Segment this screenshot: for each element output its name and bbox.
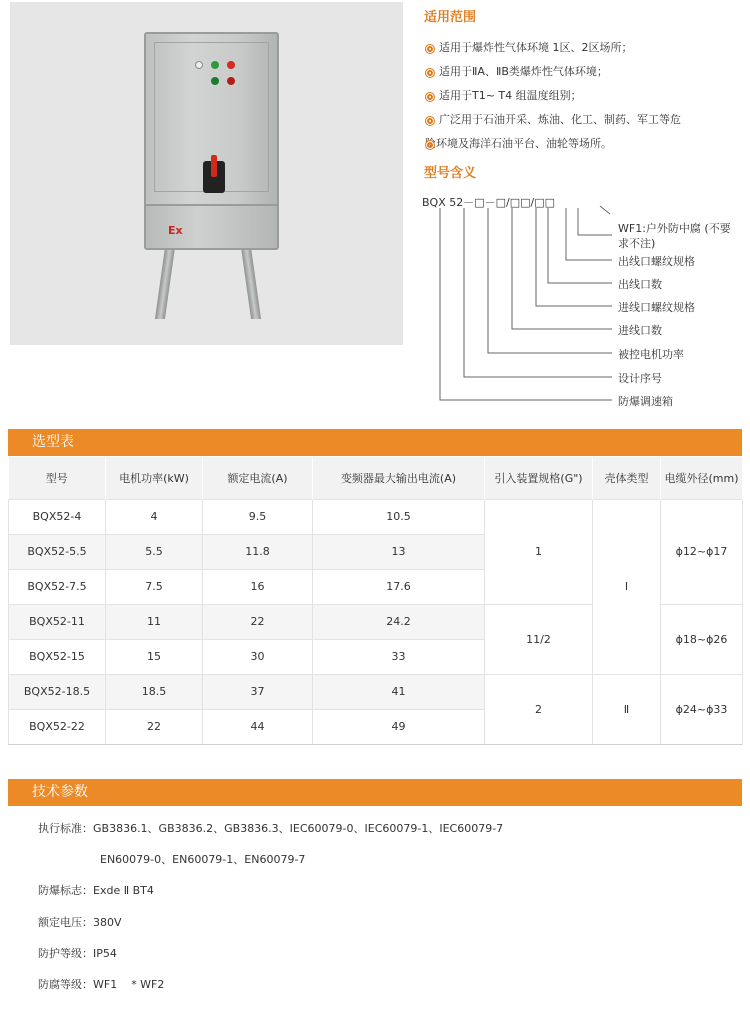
cell-power: 15 [106, 639, 203, 674]
cell-current: 37 [203, 674, 313, 709]
cell-vfd-current: 13 [313, 534, 485, 569]
cell-entry-spec: 11/2 [485, 604, 593, 674]
cell-power: 22 [106, 709, 203, 744]
cell-vfd-current: 49 [313, 709, 485, 744]
cabinet-door [154, 42, 269, 192]
cell-shell-type: Ⅱ [593, 674, 661, 744]
scope-item: 适用于T1~ T4 组温度组别； [425, 86, 681, 110]
model-meaning-title: 型号含义 [424, 166, 477, 181]
param-anticorrosion-value: WF1 * WF2 [93, 978, 165, 991]
cell-model: BQX52-18.5 [9, 674, 106, 709]
param-voltage-value: 380V [93, 916, 122, 929]
param-voltage [38, 914, 122, 930]
scope-item: 适用于ⅡA、ⅡB类爆炸性气体环境； [425, 62, 681, 86]
cell-current: 30 [203, 639, 313, 674]
scope-list [425, 38, 681, 158]
cell-model: BQX52-22 [9, 709, 106, 744]
model-label-inlet-count: 进线口数 [618, 324, 662, 337]
header-cable-dia: 电缆外径(mm) [661, 457, 743, 499]
param-standard [38, 820, 503, 836]
cell-power: 4 [106, 499, 203, 534]
model-label-design-no: 设计序号 [618, 372, 662, 385]
cell-current: 22 [203, 604, 313, 639]
table-row [9, 674, 743, 709]
param-standard-cont [100, 851, 305, 867]
model-label-wf1: WF1:户外防中腐 (不要 [618, 222, 731, 235]
header-model: 型号 [9, 457, 106, 499]
header-current: 额定电流(A) [203, 457, 313, 499]
model-label-outlet-count: 出线口数 [618, 278, 662, 291]
cabinet-leg-right [241, 247, 261, 319]
header-entry-spec: 引入装置规格(G") [485, 457, 593, 499]
product-photo [10, 2, 403, 345]
param-exmark-value: Exde Ⅱ BT4 [93, 884, 154, 897]
cell-current: 44 [203, 709, 313, 744]
header-power: 电机功率(kW) [106, 457, 203, 499]
cell-cable-dia: ϕ18~ϕ26 [661, 604, 743, 674]
cell-power: 7.5 [106, 569, 203, 604]
model-label-product: 防爆调速箱 [618, 395, 673, 408]
model-label-inlet-thread: 进线口螺纹规格 [618, 301, 695, 314]
cell-vfd-current: 10.5 [313, 499, 485, 534]
cell-shell-type: Ⅰ [593, 499, 661, 674]
cell-power: 18.5 [106, 674, 203, 709]
indicator-lamp-red [227, 61, 235, 69]
cell-model: BQX52-11 [9, 604, 106, 639]
ex-mark-label: Ex [168, 224, 183, 237]
indicator-lamp-green [211, 61, 219, 69]
explosion-proof-cabinet [144, 32, 279, 250]
cell-power: 5.5 [106, 534, 203, 569]
model-code-diagram [420, 190, 746, 408]
model-label-wf1-note: 求不注) [618, 237, 656, 250]
selection-table [8, 457, 743, 745]
cell-model: BQX52-7.5 [9, 569, 106, 604]
param-exmark-label: 防爆标志： [38, 884, 93, 897]
tech-section-bar: 技术参数 [8, 779, 742, 806]
button-red [227, 77, 235, 85]
terminal-box [146, 204, 277, 248]
param-standard-value-2: EN60079-0、EN60079-1、EN60079-7 [100, 853, 306, 866]
cell-vfd-current: 24.2 [313, 604, 485, 639]
rotary-switch [203, 161, 225, 193]
cell-model: BQX52-4 [9, 499, 106, 534]
scope-item: 广泛用于石油开采、炼油、化工、制药、军工等危 [425, 110, 681, 134]
param-ip-label: 防护等级： [38, 947, 93, 960]
cell-cable-dia: ϕ24~ϕ33 [661, 674, 743, 744]
header-vfd-current: 变频器最大输出电流(A) [313, 457, 485, 499]
param-anticorrosion-label: 防腐等级： [38, 978, 93, 991]
cabinet-leg-left [155, 247, 175, 319]
table-row [9, 499, 743, 534]
param-exmark [38, 882, 154, 898]
indicator-lamp-white [195, 61, 203, 69]
cell-vfd-current: 33 [313, 639, 485, 674]
param-voltage-label: 额定电压： [38, 916, 93, 929]
param-ip [38, 945, 117, 961]
scope-item: 适用于爆炸性气体环境 1区、2区场所； [425, 38, 681, 62]
cell-model: BQX52-5.5 [9, 534, 106, 569]
button-green [211, 77, 219, 85]
param-ip-value: IP54 [93, 947, 117, 960]
cell-current: 16 [203, 569, 313, 604]
param-standard-label: 执行标准： [38, 822, 93, 835]
cell-current: 9.5 [203, 499, 313, 534]
table-bottom-rule [8, 744, 742, 745]
selection-table-wrap [8, 457, 742, 745]
cell-cable-dia: ϕ12~ϕ17 [661, 499, 743, 604]
cell-entry-spec: 2 [485, 674, 593, 744]
cell-vfd-current: 41 [313, 674, 485, 709]
cell-vfd-current: 17.6 [313, 569, 485, 604]
header-shell-type: 壳体类型 [593, 457, 661, 499]
model-label-outlet-thread: 出线口螺纹规格 [618, 255, 695, 268]
cell-model: BQX52-15 [9, 639, 106, 674]
table-header-row [9, 457, 743, 499]
scope-title: 适用范围 [424, 10, 477, 25]
param-anticorrosion [38, 976, 164, 992]
param-standard-value: GB3836.1、GB3836.2、GB3836.3、IEC60079-0、IEC60079-1、IEC60079-7 [93, 822, 504, 835]
selection-section-bar: 选型表 [8, 429, 742, 456]
model-label-motor-power: 被控电机功率 [618, 348, 684, 361]
cell-power: 11 [106, 604, 203, 639]
model-code: BQX 52－□－□/□□/□□ [422, 196, 556, 209]
scope-item: 险环境及海洋石油平台、油轮等场所。 [425, 134, 681, 158]
cell-current: 11.8 [203, 534, 313, 569]
cell-entry-spec: 1 [485, 499, 593, 604]
